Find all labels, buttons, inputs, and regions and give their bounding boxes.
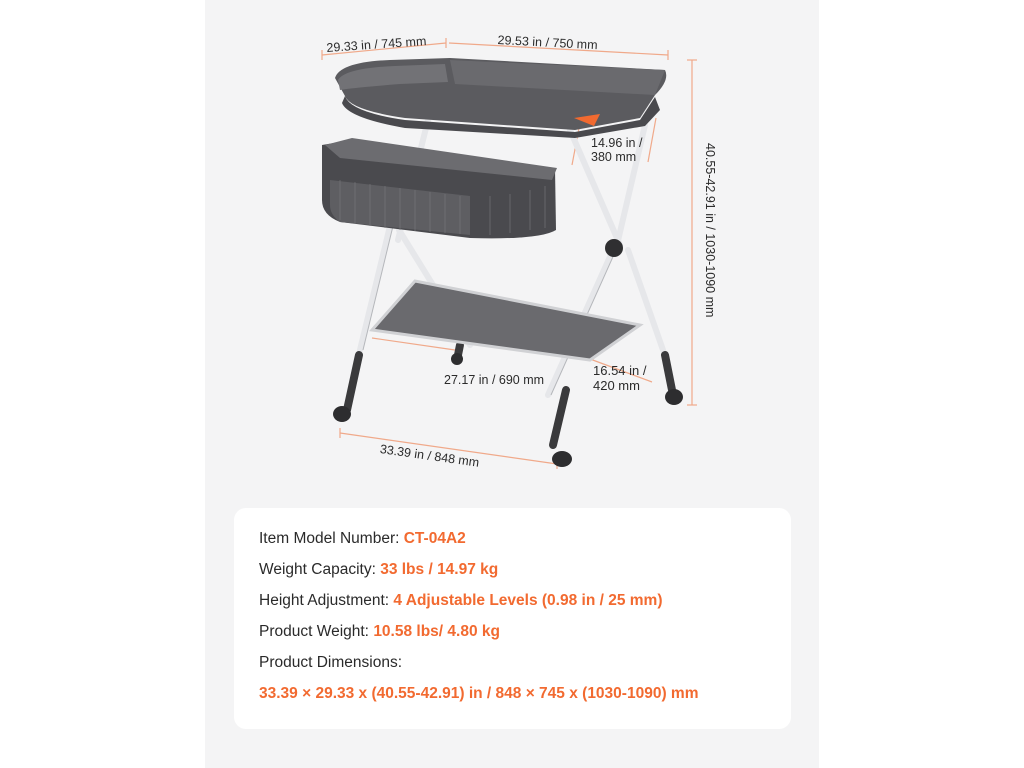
dimension-top-width: 29.53 in / 750 mm (497, 33, 598, 53)
spec-weight-value: 10.58 lbs/ 4.80 kg (373, 623, 500, 640)
spec-weight-capacity (259, 561, 498, 579)
spec-capacity-value: 33 lbs / 14.97 kg (380, 561, 499, 578)
dimension-basket-depth (591, 137, 642, 165)
dimension-base-length: 33.39 in / 848 mm (379, 442, 481, 470)
spec-model-number (259, 530, 466, 548)
dimension-shelf-width: 27.17 in / 690 mm (444, 373, 545, 387)
spec-weight-label: Product Weight: (259, 623, 369, 640)
dimension-shelf-depth-line1: 16.54 in / (593, 363, 647, 378)
dimension-basket-depth-line1: 14.96 in / (591, 136, 643, 150)
spec-product-weight (259, 623, 500, 641)
spec-dimensions-value: 33.39 × 29.33 x (40.55-42.91) in / 848 × 745 x (1030-1090) mm (259, 685, 699, 702)
dimension-basket-depth-line2: 380 mm (591, 149, 637, 164)
specifications-card (234, 508, 791, 729)
dimension-shelf-depth (593, 364, 647, 394)
spec-height-label: Height Adjustment: (259, 592, 390, 609)
spec-product-dimensions-value-row (259, 685, 698, 703)
spec-model-value: CT-04A2 (403, 530, 466, 547)
hinge-knob (605, 239, 623, 257)
storage-basket (322, 138, 557, 238)
dimension-top-depth: 29.33 in / 745 mm (326, 34, 427, 55)
spec-capacity-label: Weight Capacity: (259, 561, 376, 578)
spec-height-adjustment (259, 592, 662, 610)
changing-pad (335, 58, 666, 138)
lower-shelf (372, 281, 640, 360)
spec-height-value: 4 Adjustable Levels (0.98 in / 25 mm) (393, 592, 663, 609)
dimension-height: 40.55-42.91 in / 1030-1090 mm (703, 143, 717, 318)
leg-sleeves (347, 345, 672, 445)
spec-product-dimensions (259, 654, 402, 672)
dimension-shelf-depth-line2: 420 mm (593, 377, 640, 393)
spec-model-label: Item Model Number: (259, 530, 400, 547)
spec-dimensions-label: Product Dimensions: (259, 654, 403, 671)
